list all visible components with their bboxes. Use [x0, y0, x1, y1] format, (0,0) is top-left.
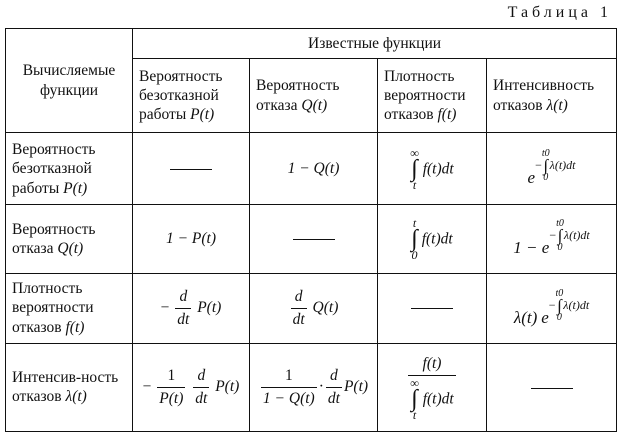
row-label: Вероятность безотказной работы P(t) [6, 133, 133, 205]
formula-cell [487, 273, 617, 343]
formula-cell: − $\frac{1}{P(t)}$ $\frac{d}{dt}$ P(t) [133, 343, 250, 431]
row-label: Плотность вероятности отказов f(t) [6, 273, 133, 343]
dash-mark [411, 308, 453, 309]
dash-mark [170, 169, 212, 170]
formula-cell [378, 343, 487, 431]
column-header: Вероятность безотказной работы P(t) [133, 59, 250, 133]
known-functions-label: Известные функции [308, 34, 442, 52]
formula-cell: 1 − P(t) [133, 205, 250, 273]
formula-cell: − $\frac{d}{dt}$ P(t) [133, 273, 250, 343]
column-header: Интенсивность отказов λ(t) [487, 59, 617, 133]
derivative-fraction: $\frac{d}{dt}$ [292, 288, 305, 328]
hazard-fraction: f(t) ∞ ∫ t f(t)dt [410, 355, 454, 422]
fraction: $\frac{1}{P(t)}$ [159, 367, 184, 407]
row-label: Вероятность отказа Q(t) [6, 205, 133, 273]
fraction: $\frac{1}{1 - Q(t)}$ [262, 367, 315, 407]
integral-sign: t ∫ 0 [411, 215, 418, 262]
formula-cell: t ∫ 0 f(t)dt [378, 205, 487, 273]
row-header-cell [6, 29, 133, 133]
column-header: Вероятность отказа Q(t) [250, 59, 378, 133]
exponential-expression: 1 − e− t0 ∫ 0 λ(t)dt [513, 218, 590, 258]
formula-cell [378, 273, 487, 343]
row-label: Интенсив-ность отказов λ(t) [6, 343, 133, 431]
relations-table [5, 28, 617, 432]
integral-sign: ∞ ∫ t [410, 145, 419, 192]
known-functions-header [133, 29, 617, 59]
derivative-fraction: $\frac{d}{dt}$ [177, 288, 190, 328]
dash-mark [293, 239, 335, 240]
exponential-expression: e− t0 ∫ 0 λ(t)dt [527, 148, 576, 187]
formula-cell: $\frac{1}{1 - Q(t)}$ · $\frac{d}{dt}$ P(t) [250, 343, 378, 431]
formula-cell: $\frac{d}{dt}$ Q(t) [250, 273, 378, 343]
table-caption: Таблица 1 [507, 4, 612, 21]
derivative-fraction: $\frac{d}{dt}$ [195, 367, 208, 407]
row-header-label: Вычисляемые функции [22, 62, 116, 99]
exponential-expression: λ(t) e− t0 ∫ 0 λ(t)dt [513, 287, 590, 327]
dash-mark [531, 388, 573, 389]
formula-cell: 1 − Q(t) [250, 133, 378, 205]
formula-cell [487, 205, 617, 273]
formula-cell [250, 205, 378, 273]
column-header: Плотность вероятности отказов f(t) [378, 59, 487, 133]
formula-cell [133, 133, 250, 205]
formula-cell [487, 343, 617, 431]
formula-cell: ∞ ∫ t f(t)dt [378, 133, 487, 205]
formula-cell [487, 133, 617, 205]
derivative-fraction: $\frac{d}{dt}$ [327, 367, 340, 407]
